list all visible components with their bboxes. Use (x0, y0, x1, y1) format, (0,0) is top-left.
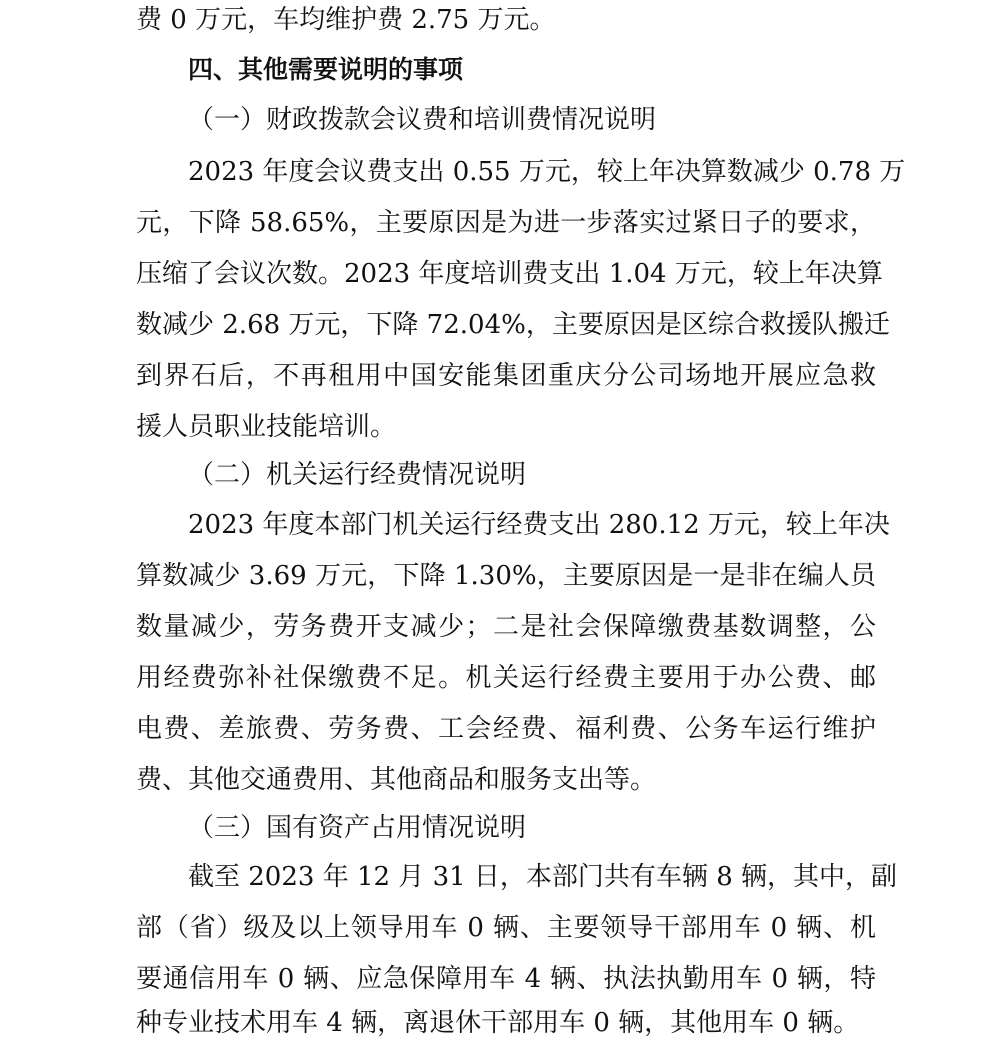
paragraph-line: 2023 年度会议费支出 0.55 万元，较上年决算数减少 0.78 万 (188, 157, 906, 187)
subsection-heading: （二）机关运行经费情况说明 (188, 460, 527, 490)
paragraph-line: 压缩了会议次数。2023 年度培训费支出 1.04 万元，较上年决算 (136, 259, 883, 289)
section-heading: 四、其他需要说明的事项 (188, 55, 464, 84)
subsection-heading: （三）国有资产占用情况说明 (188, 813, 527, 843)
paragraph-line: 电费、差旅费、劳务费、工会经费、福利费、公务车运行维护 (136, 714, 876, 744)
subsection-heading: （一）财政拨款会议费和培训费情况说明 (188, 105, 657, 135)
paragraph-line: 援人员职业技能培训。 (136, 412, 397, 442)
paragraph-line: 种专业技术用车 4 辆，离退休干部用车 0 辆，其他用车 0 辆。 (136, 1008, 860, 1038)
paragraph-line: 费 0 万元，车均维护费 2.75 万元。 (136, 5, 556, 35)
paragraph-line: 要通信用车 0 辆、应急保障用车 4 辆、执法执勤用车 0 辆，特 (136, 964, 876, 994)
paragraph-line: 截至 2023 年 12 月 31 日，本部门共有车辆 8 辆，其中，副 (188, 862, 897, 892)
paragraph-line: 数减少 2.68 万元，下降 72.04%，主要原因是区综合救援队搬迁 (136, 310, 890, 340)
paragraph-line: 到界石后，不再租用中国安能集团重庆分公司场地开展应急救 (136, 361, 876, 391)
paragraph-line: 元，下降 58.65%，主要原因是为进一步落实过紧日子的要求， (136, 208, 876, 238)
paragraph-line: 算数减少 3.69 万元，下降 1.30%，主要原因是一是非在编人员 (136, 561, 876, 591)
paragraph-line: 2023 年度本部门机关运行经费支出 280.12 万元，较上年决 (188, 510, 890, 540)
paragraph-line: 部（省）级及以上领导用车 0 辆、主要领导干部用车 0 辆、机 (136, 913, 876, 943)
paragraph-line: 费、其他交通费用、其他商品和服务支出等。 (136, 765, 657, 795)
paragraph-line: 数量减少，劳务费开支减少；二是社会保障缴费基数调整，公 (136, 612, 876, 642)
paragraph-line: 用经费弥补社保缴费不足。机关运行经费主要用于办公费、邮 (136, 663, 876, 693)
